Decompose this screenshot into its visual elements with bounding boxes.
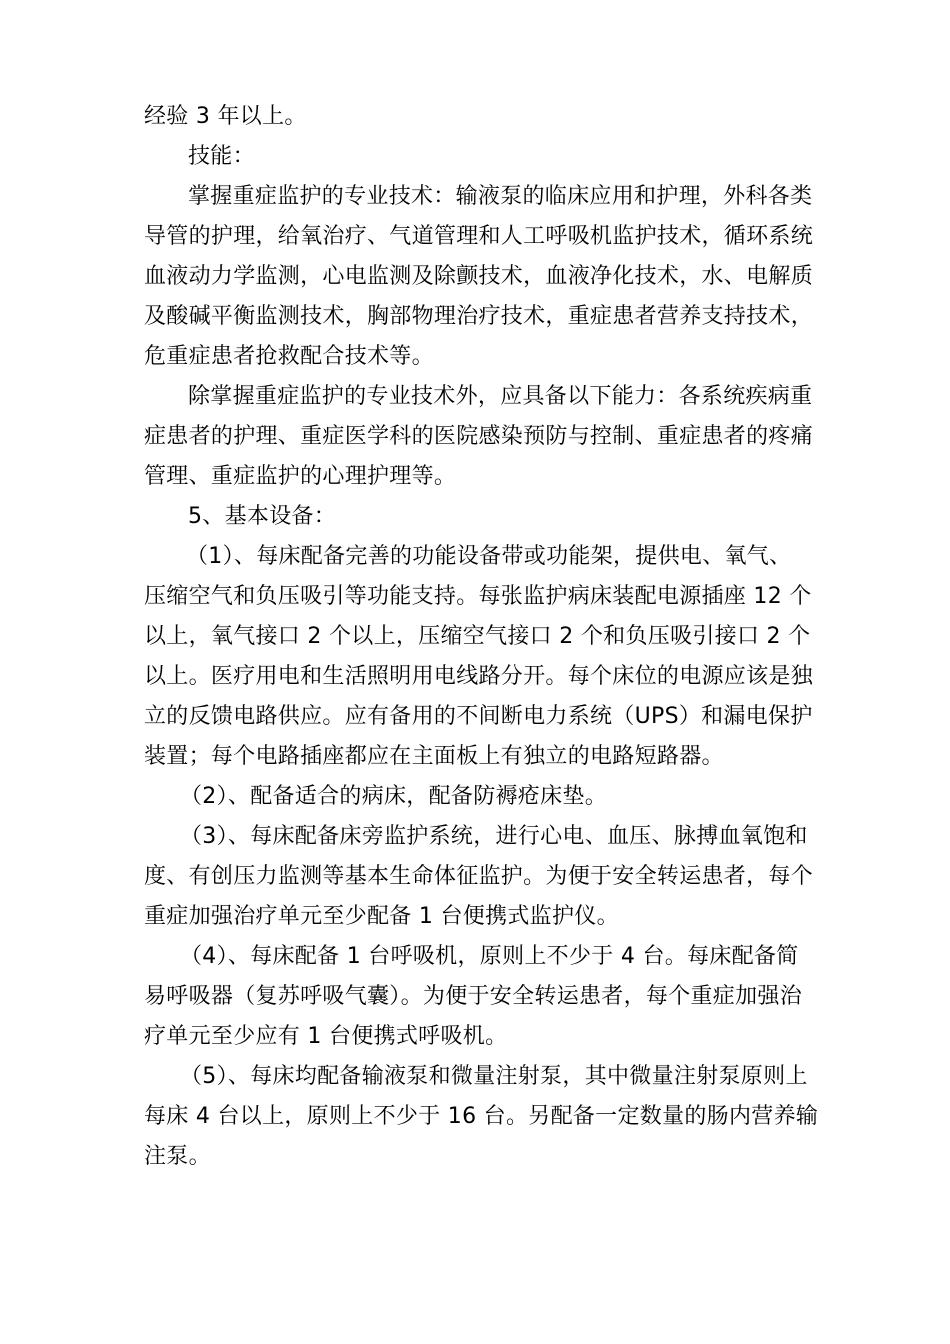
text-line: 易呼吸器（复苏呼吸气囊）。为便于安全转运患者，每个重症加强治 <box>144 984 803 1009</box>
text-line: 度、有创压力监测等基本生命体征监护。为便于安全转运患者，每个 <box>144 864 814 889</box>
text-line: 导管的护理，给氧治疗、气道管理和人工呼吸机监护技术，循环系统 <box>144 224 814 249</box>
text-line: （4）、每床配备 1 台呼吸机，原则上不少于 4 台。每床配备简 <box>180 944 799 969</box>
text-line: 压缩空气和负压吸引等功能支持。每张监护病床装配电源插座 12 个 <box>144 584 812 609</box>
text-line: 掌握重症监护的专业技术：输液泵的临床应用和护理，外科各类 <box>188 184 813 209</box>
text-line: 注泵。 <box>144 1144 211 1169</box>
text-line: （3）、每床配备床旁监护系统，进行心电、血压、脉搏血氧饱和 <box>180 824 808 849</box>
text-line: 技能： <box>188 144 255 169</box>
text-line: 危重症患者抢救配合技术等。 <box>144 344 434 369</box>
text-line: 症患者的护理、重症医学科的医院感染预防与控制、重症患者的疼痛 <box>144 424 814 449</box>
text-line: 以上，氧气接口 2 个以上，压缩空气接口 2 个和负压吸引接口 2 个 <box>144 624 811 649</box>
text-line: 装置；每个电路插座都应在主面板上有独立的电路短路器。 <box>144 744 724 769</box>
text-line: 立的反馈电路供应。应有备用的不间断电力系统（UPS）和漏电保护 <box>144 704 813 729</box>
text-line: 除掌握重症监护的专业技术外，应具备以下能力：各系统疾病重 <box>188 384 813 409</box>
text-line: 以上。医疗用电和生活照明用电线路分开。每个床位的电源应该是独 <box>144 664 814 689</box>
text-line: 疗单元至少应有 1 台便携式呼吸机。 <box>144 1024 508 1049</box>
text-line: 及酸碱平衡监测技术，胸部物理治疗技术，重症患者营养支持技术， <box>144 304 814 329</box>
text-line: （1）、每床配备完善的功能设备带或功能架，提供电、氧气、 <box>186 544 792 569</box>
text-line: 经验 3 年以上。 <box>144 104 307 129</box>
text-line: （5）、每床均配备输液泵和微量注射泵，其中微量注射泵原则上 <box>180 1064 808 1089</box>
section-heading: 5、基本设备： <box>188 504 337 529</box>
text-line: 管理、重症监护的心理护理等。 <box>144 464 457 489</box>
text-line: 重症加强治疗单元至少配备 1 台便携式监护仪。 <box>144 904 619 929</box>
text-line: （2）、配备适合的病床，配备防褥疮床垫。 <box>180 784 607 809</box>
text-line: 血液动力学监测，心电监测及除颤技术，血液净化技术，水、电解质 <box>144 264 814 289</box>
text-line: 每床 4 台以上，原则上不少于 16 台。另配备一定数量的肠内营养输 <box>144 1104 819 1129</box>
